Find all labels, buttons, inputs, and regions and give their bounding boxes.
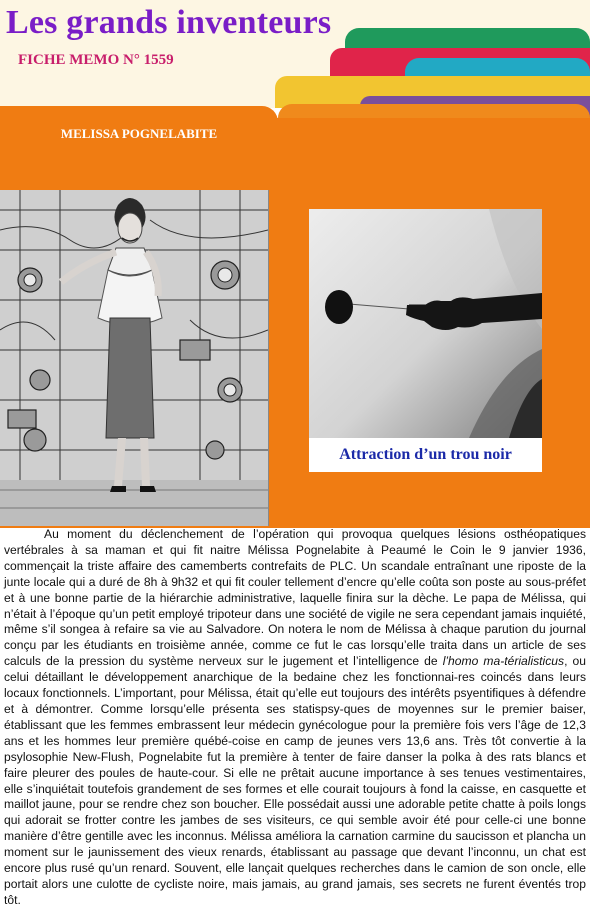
- article-text: [4, 527, 586, 909]
- black-hole-photo: [309, 209, 542, 438]
- page-title: Les grands inventeurs: [6, 4, 332, 41]
- article-text-part-2: , ou celui détaillant le développement anarchique de la bedaine chez les fonctionnai-res coincés dans leurs locaux fonctionnels. L’important, pour Mélissa, était qu’elle eut toujours des intérêts psyentifiques à défendre et à démontrer. Comme lorsqu’elle présenta ses statispsy-ques de moyennes sur le premier baiser, établissant que les femmes embrassent leur médecin gynécologue pour la première fois vers l’âge de 12,3 ans et les hommes leur première québé-coise en camp de jeunes vers 13,6 ans. Très tôt convertie à la psylosophie New-Flush, Pognelabite fut la première à tenter de faire danser la polka à des rats blancs et faire pleurer des poules de haute-cour. Si elle ne prêtait aucune importance à ses tenues vestimentaires, elle s’inquiétait toutefois grandement de ses formes et elle courait toujours à fond la caisse, en casquette et maillot jaune, pour se rendre chez son boucher. Elle possédait aussi une adorable petite chatte à poils longs qui adorait se frotter contre les jambes de ses visiteurs, ce qui semble avoir été pour celle-ci une bonne manière d’être gentille avec les inconnus. Mélissa améliora la carnation carmine du saucisson et plancha un moment sur le jaunissement des vieux renards, établissant au passage que devant l’inconnu, un chat est encore plus rusé qu’un renard. Souvent, elle lançait quelques recherches dans le camion de son oncle, elle portait alors une culotte de cycliste noire, mais jamais, au grand jamais, ses secrets ne furent éventés trop tôt.: [4, 654, 586, 907]
- memo-number: FICHE MEMO N° 1559: [18, 52, 174, 68]
- machine-illustration: [0, 190, 268, 526]
- article-text-part-1: Au moment du déclenchement de l’opération qui provoqua quelques lésions osthéopatiques vertébrales à sa maman et qui fit naitre Mélissa Pognelabite à Peaumé le Coin le 9 janvier 1936, commençait la triste affaire des camemberts contrefaits de PLC. Un scandale entraînant une riposte de la junte locale qui a duré de 8h à 9h32 et qui fit couler tellement d’encre qu’elle coûta son poste au sous-préfet et à une bonne partie de la hiérarchie administrative, laquelle finira sur la dèche. Le papa de Mélissa, qui n’était à l’époque qu’un petit employé tripoteur dans une société de vigile ne sera cependant jamais inquiété, même s’il songea à refaire sa vie au Salvadore. On notera le nom de Mélissa à chaque parution du journal conçu par les étudiants en troisième année, comme ce fut le cas lorsqu’elle traita dans un article de ses calculs de la pression du système nerveux sur le jugement et l’intelligence de: [4, 527, 586, 669]
- inventor-name: MELISSA POGNELABITE: [60, 126, 218, 141]
- decorative-stripe: [278, 104, 590, 118]
- photo-caption: Attraction d’un trou noir: [309, 438, 542, 472]
- inventor-photo: [0, 190, 269, 526]
- article-italic-term: l’homo ma-térialisticus: [442, 654, 565, 669]
- black-hole-illustration: [309, 209, 542, 438]
